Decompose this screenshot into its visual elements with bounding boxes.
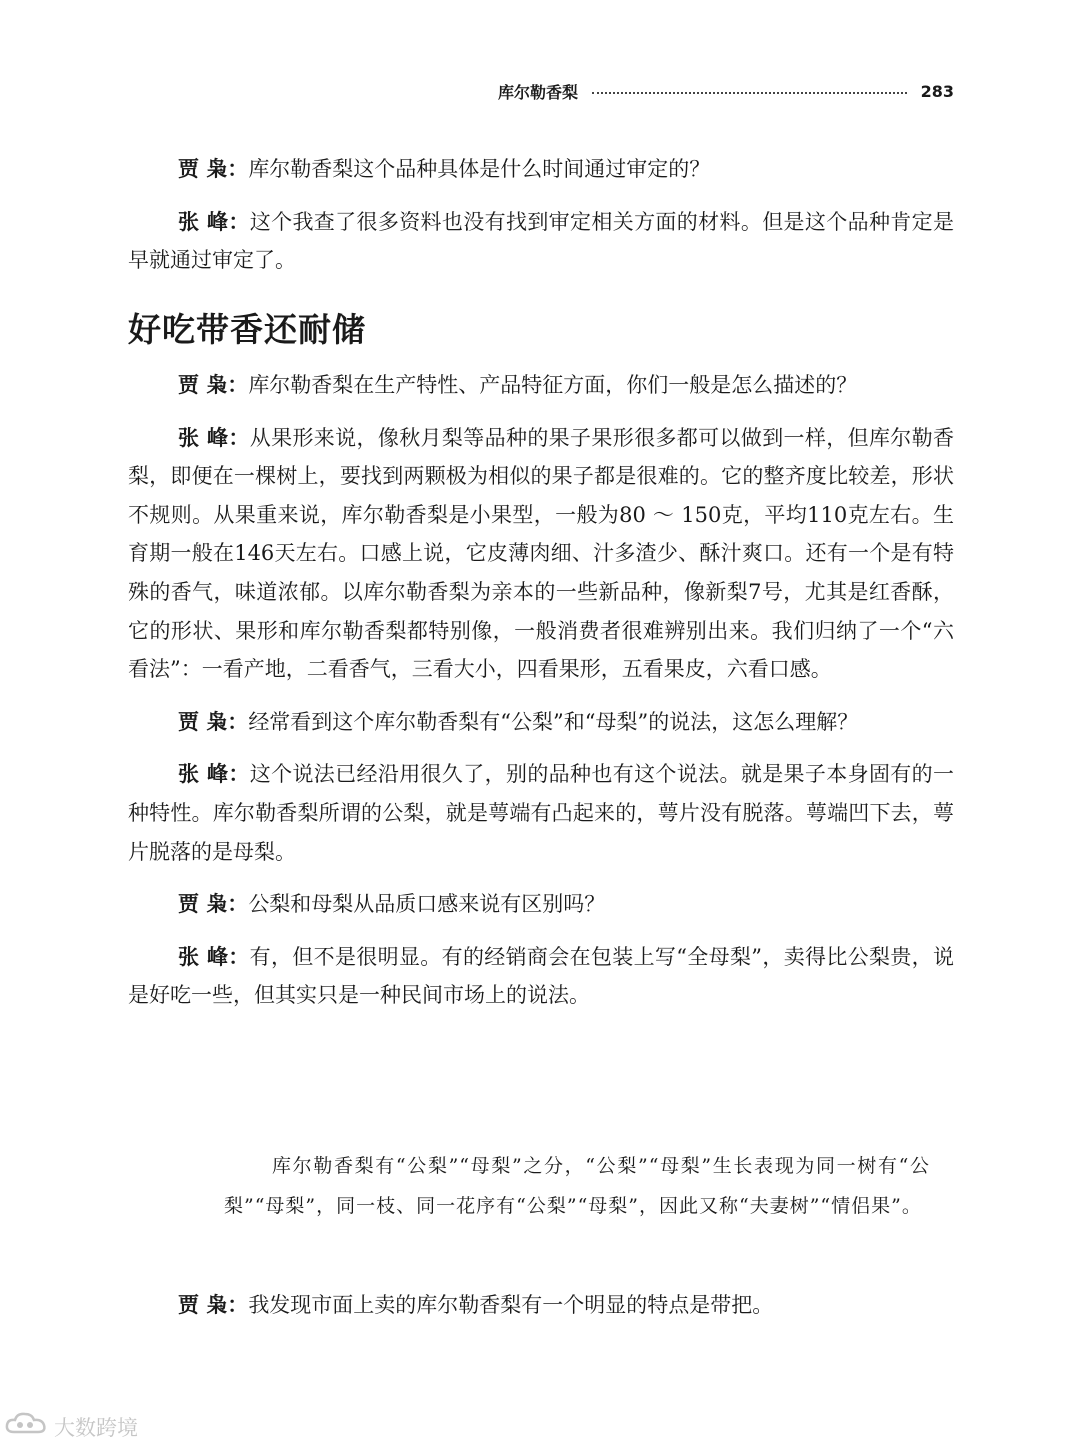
watermark xyxy=(4,1410,138,1443)
section-heading: 好吃带香还耐储 xyxy=(128,310,366,349)
watermark-text: 大数跨境 xyxy=(54,1415,138,1440)
dialogue-text: 我发现市面上卖的库尔勒香梨有一个明显的特点是带把。 xyxy=(248,1293,774,1317)
dialogue-block-1 xyxy=(128,150,954,280)
speaker-label: 贾 枭： xyxy=(178,373,249,397)
speaker-label: 贾 枭： xyxy=(178,157,249,181)
speaker-label: 张 峰： xyxy=(178,209,250,234)
dialogue-text: 有，但不是很明显。有的经销商会在包装上写“全母梨”，卖得比公梨贵，说是好吃一些，但其实只是一种民间市场上的说法。 xyxy=(128,944,955,1008)
speaker-label: 张 峰： xyxy=(178,944,250,969)
dialogue-text: 经常看到这个库尔勒香梨有“公梨”和“母梨”的说法，这怎么理解？ xyxy=(248,709,859,734)
dialogue-paragraph xyxy=(128,885,954,924)
page-number: 283 xyxy=(920,81,954,101)
speaker-label: 贾 枭： xyxy=(178,1293,249,1317)
dialogue-text: 从果形来说，像秋月梨等品种的果子果形很多都可以做到一样，但库尔勒香梨，即便在一棵树上，要找到两颗极为相似的果子都是很难的。它的整齐度比较差，形状不规则。从果重来说，库尔勒香梨是小果型，一般为80 ～ 150克，平均110克左右。生育期一般在146天左右。口感上说，它皮薄肉细、汁多渣少、酥汁爽口。还有一个是有特殊的香气，味道浓郁。以库尔勒香梨为亲本的一些新品种，像新梨7号，尤其是红香酥，它的形状、果形和库尔勒香梨都特别像，一般消费者很难辨别出来。我们归纳了一个“六看法”：一看产地，二看香气，三看大小，四看果形，五看果皮，六看口感。 xyxy=(128,425,955,682)
dialogue-paragraph xyxy=(128,366,954,405)
dialogue-paragraph xyxy=(128,938,954,1015)
speaker-label: 张 峰： xyxy=(178,762,250,787)
dialogue-paragraph xyxy=(128,703,954,742)
dialogue-paragraph xyxy=(128,419,954,689)
dialogue-paragraph xyxy=(128,1286,954,1325)
speaker-label: 贾 枭： xyxy=(178,709,249,734)
cloud-logo-icon xyxy=(4,1410,50,1443)
dialogue-paragraph xyxy=(128,755,954,871)
running-header-title: 库尔勒香梨 xyxy=(498,82,579,102)
dialogue-text: 库尔勒香梨在生产特性、产品特征方面，你们一般是怎么描述的？ xyxy=(248,373,858,397)
inset-quote: 库尔勒香梨有“公梨”“母梨”之分，“公梨”“母梨”生长表现为同一树有“公梨”“母梨”，同一枝、同一花序有“公梨”“母梨”，因此又称“夫妻树”“情侣果”。 xyxy=(224,1155,930,1217)
dialogue-block-3 xyxy=(128,1286,954,1325)
dialogue-paragraph xyxy=(128,150,954,189)
dialogue-text: 这个我查了很多资料也没有找到审定相关方面的材料。但是这个品种肯定是早就通过审定了。 xyxy=(128,209,955,273)
speaker-label: 张 峰： xyxy=(178,425,250,450)
dialogue-text: 库尔勒香梨这个品种具体是什么时间通过审定的？ xyxy=(248,157,711,181)
dialogue-text: 这个说法已经沿用很久了，别的品种也有这个说法。就是果子本身固有的一种特性。库尔勒香梨所谓的公梨，就是萼端有凸起来的，萼片没有脱落。萼端凹下去，萼片脱落的是母梨。 xyxy=(128,762,955,864)
speaker-label: 贾 枭： xyxy=(178,892,249,917)
dialogue-paragraph xyxy=(128,203,954,280)
dialogue-text: 公梨和母梨从品质口感来说有区别吗？ xyxy=(248,892,606,917)
running-header xyxy=(498,76,954,106)
leader-dots xyxy=(592,92,907,94)
dialogue-block-2 xyxy=(128,366,954,1015)
